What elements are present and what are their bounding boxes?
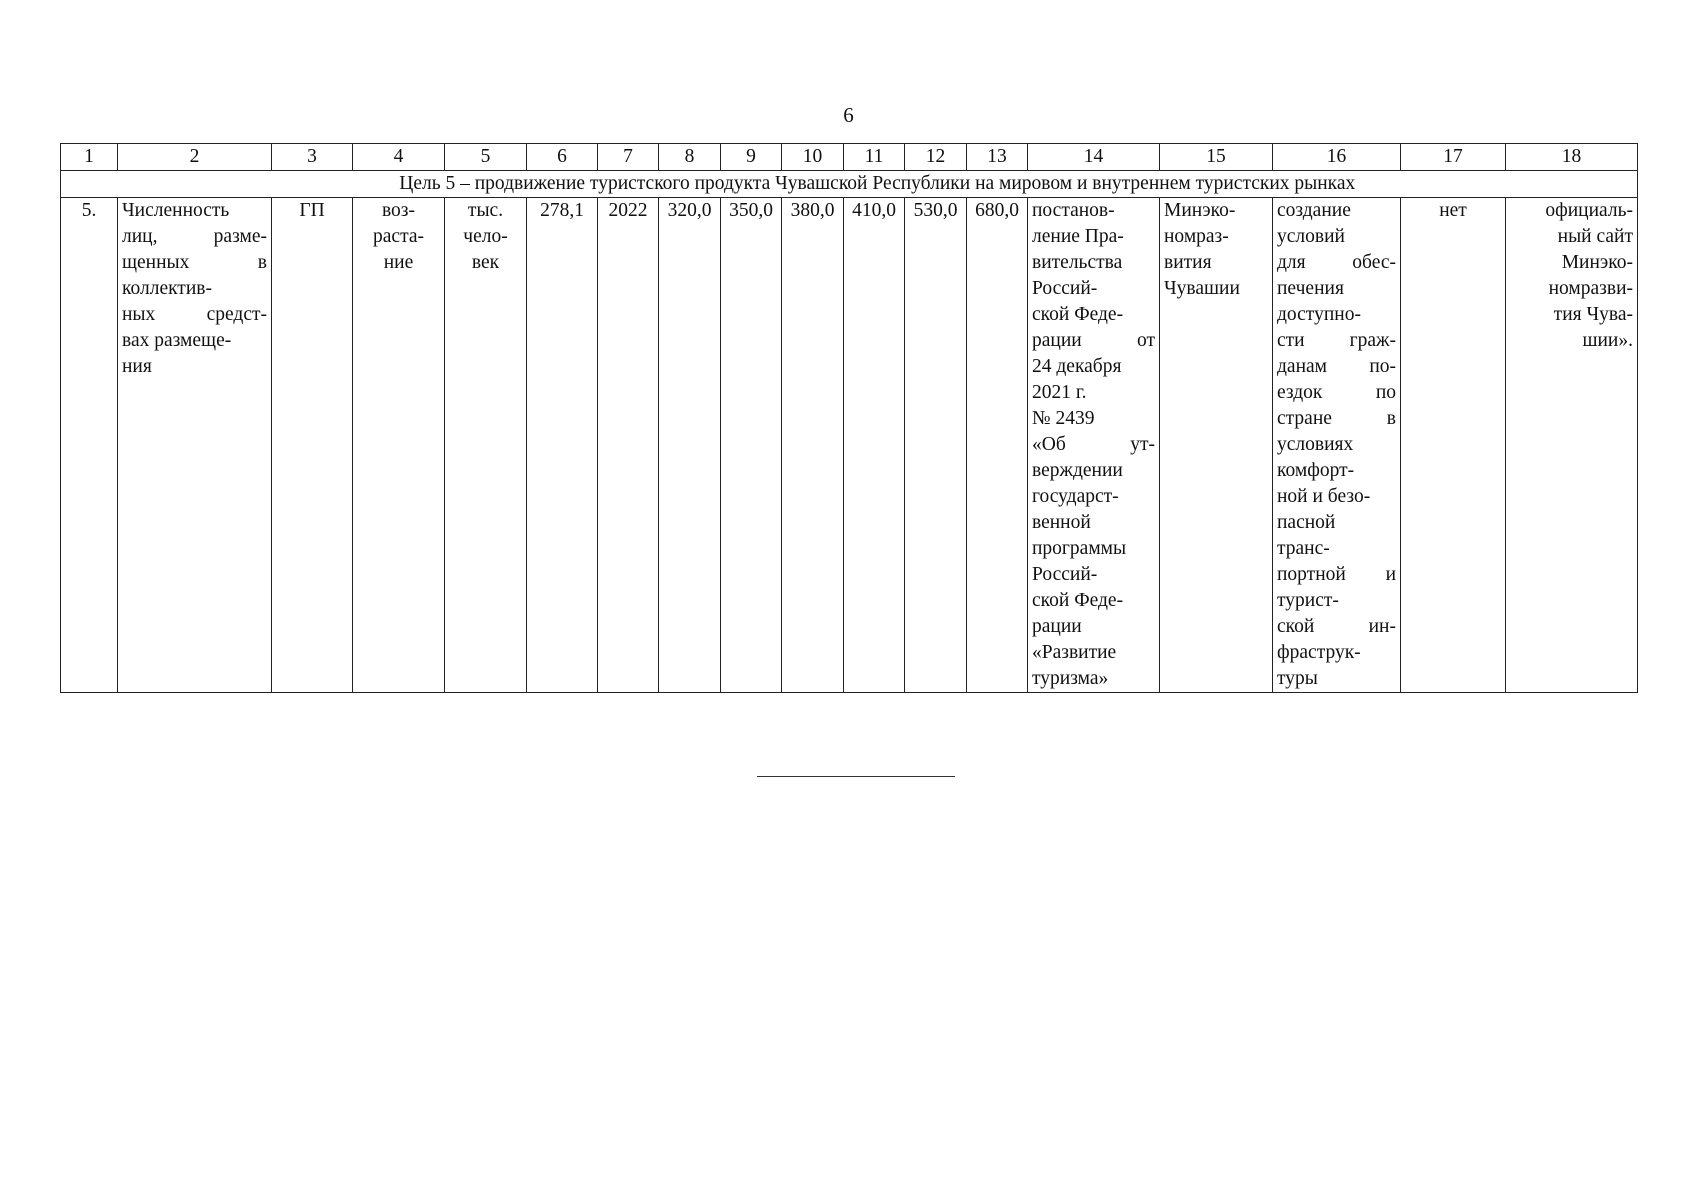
column-header: 8 bbox=[659, 144, 721, 171]
table-row bbox=[61, 198, 1638, 693]
direction bbox=[353, 198, 445, 693]
column-header: 9 bbox=[721, 144, 782, 171]
responsible-executor bbox=[1160, 198, 1273, 693]
purpose-line: туры bbox=[1277, 668, 1318, 689]
legal-document-line: туризма» bbox=[1032, 668, 1109, 689]
legal-document-line: вительства bbox=[1032, 252, 1123, 273]
unit-line: век bbox=[471, 252, 500, 273]
direction-line: воз- bbox=[381, 200, 416, 221]
column-header: 16 bbox=[1273, 144, 1401, 171]
legal-document-line: Россий- bbox=[1032, 564, 1098, 585]
purpose-line: портной и bbox=[1277, 564, 1396, 585]
data-source-line: шии». bbox=[1582, 330, 1633, 351]
purpose-line: пасной bbox=[1277, 512, 1336, 533]
legal-document-line: венной bbox=[1032, 512, 1091, 533]
data-source bbox=[1506, 198, 1638, 693]
page-number: 6 bbox=[843, 103, 854, 127]
purpose-line: фраструк- bbox=[1277, 642, 1361, 663]
direction-line: раста- bbox=[373, 226, 424, 247]
column-header: 6 bbox=[527, 144, 598, 171]
legal-document-line: ской Феде- bbox=[1032, 304, 1124, 325]
purpose-line: доступно- bbox=[1277, 304, 1361, 325]
legal-document-line: 24 декабря bbox=[1032, 356, 1122, 377]
column-header: 13 bbox=[967, 144, 1028, 171]
purpose-line: сти граж- bbox=[1277, 330, 1396, 351]
indicator-name bbox=[118, 198, 272, 693]
purpose-line: комфорт- bbox=[1277, 460, 1355, 481]
unit bbox=[445, 198, 527, 693]
indicator-name-line: Численность bbox=[122, 200, 230, 221]
goal-heading: Цель 5 – продвижение туристского продукта Чувашской Республики на мировом и внутреннем туристских рынках bbox=[118, 171, 1638, 198]
purpose-line: турист- bbox=[1277, 590, 1339, 611]
purpose-line: для обес- bbox=[1277, 252, 1396, 273]
legal-document-line: программы bbox=[1032, 538, 1127, 559]
target-value: 680,0 bbox=[967, 198, 1028, 693]
target-value: 530,0 bbox=[905, 198, 967, 693]
unit-line: тыс. bbox=[467, 200, 504, 221]
purpose-line: данам по- bbox=[1277, 356, 1396, 377]
legal-document-line: рации bbox=[1032, 616, 1082, 637]
data-source-line: тия Чува- bbox=[1553, 304, 1633, 325]
purpose bbox=[1273, 198, 1401, 693]
responsible-line: Минэко- bbox=[1164, 200, 1236, 221]
legal-document-line: «Об ут- bbox=[1032, 434, 1155, 455]
column-header: 14 bbox=[1028, 144, 1160, 171]
purpose-line: ной и безо- bbox=[1277, 486, 1371, 507]
row-number: 5. bbox=[61, 198, 118, 693]
closing-rule bbox=[757, 776, 955, 777]
direction-line: ние bbox=[383, 252, 414, 273]
legal-document-line: ление Пра- bbox=[1032, 226, 1124, 247]
responsible-line: вития bbox=[1164, 252, 1212, 273]
column-header: 11 bbox=[844, 144, 905, 171]
legal-document-line: рации от bbox=[1032, 330, 1155, 351]
legal-document-line: государст- bbox=[1032, 486, 1119, 507]
indicator-name-line: вах размеще- bbox=[122, 330, 232, 351]
legal-document bbox=[1028, 198, 1160, 693]
legal-document-line: ской Феде- bbox=[1032, 590, 1124, 611]
purpose-line: ской ин- bbox=[1277, 616, 1396, 637]
column-header: 7 bbox=[598, 144, 659, 171]
column-header: 17 bbox=[1401, 144, 1506, 171]
base-year: 2022 bbox=[598, 198, 659, 693]
purpose-line: условий bbox=[1277, 226, 1345, 247]
indicator-name-line: ния bbox=[122, 356, 152, 377]
target-value: 380,0 bbox=[782, 198, 844, 693]
base-value: 278,1 bbox=[527, 198, 598, 693]
goal-row bbox=[61, 171, 1638, 198]
goal-row-spacer bbox=[61, 171, 118, 198]
indicator-name-line: коллектив- bbox=[122, 278, 212, 299]
column-header: 3 bbox=[272, 144, 353, 171]
responsible-line: Чувашии bbox=[1164, 278, 1240, 299]
indicator-table bbox=[60, 143, 1638, 693]
column-header: 15 bbox=[1160, 144, 1273, 171]
column-header: 12 bbox=[905, 144, 967, 171]
indicator-name-line: щенных в bbox=[122, 252, 267, 273]
purpose-line: печения bbox=[1277, 278, 1344, 299]
target-value: 320,0 bbox=[659, 198, 721, 693]
data-source-line: Минэко- bbox=[1561, 252, 1633, 273]
column-header: 5 bbox=[445, 144, 527, 171]
column-header: 1 bbox=[61, 144, 118, 171]
indicator-name-line: ных средст- bbox=[122, 304, 267, 325]
purpose-line: создание bbox=[1277, 200, 1351, 221]
indicator-name-line: лиц, разме- bbox=[122, 226, 267, 247]
target-value: 350,0 bbox=[721, 198, 782, 693]
purpose-line: транс- bbox=[1277, 538, 1330, 559]
column-header: 10 bbox=[782, 144, 844, 171]
program-type: ГП bbox=[272, 198, 353, 693]
unit-line: чело- bbox=[463, 226, 508, 247]
legal-document-line: постанов- bbox=[1032, 200, 1115, 221]
legal-document-line: Россий- bbox=[1032, 278, 1098, 299]
purpose-line: стране в bbox=[1277, 408, 1396, 429]
responsible-line: номраз- bbox=[1164, 226, 1229, 247]
legal-document-line: 2021 г. bbox=[1032, 382, 1087, 403]
column-header: 18 bbox=[1506, 144, 1638, 171]
column-header: 2 bbox=[118, 144, 272, 171]
purpose-line: условиях bbox=[1277, 434, 1354, 455]
legal-document-line: верждении bbox=[1032, 460, 1123, 481]
column-header: 4 bbox=[353, 144, 445, 171]
flag-value: нет bbox=[1401, 198, 1506, 693]
data-source-line: ный сайт bbox=[1557, 226, 1633, 247]
legal-document-line: № 2439 bbox=[1032, 408, 1095, 429]
target-value: 410,0 bbox=[844, 198, 905, 693]
data-source-line: официаль- bbox=[1545, 200, 1633, 221]
purpose-line: ездок по bbox=[1277, 382, 1396, 403]
column-number-header-row bbox=[61, 144, 1638, 171]
legal-document-line: «Развитие bbox=[1032, 642, 1117, 663]
data-source-line: номразви- bbox=[1548, 278, 1633, 299]
